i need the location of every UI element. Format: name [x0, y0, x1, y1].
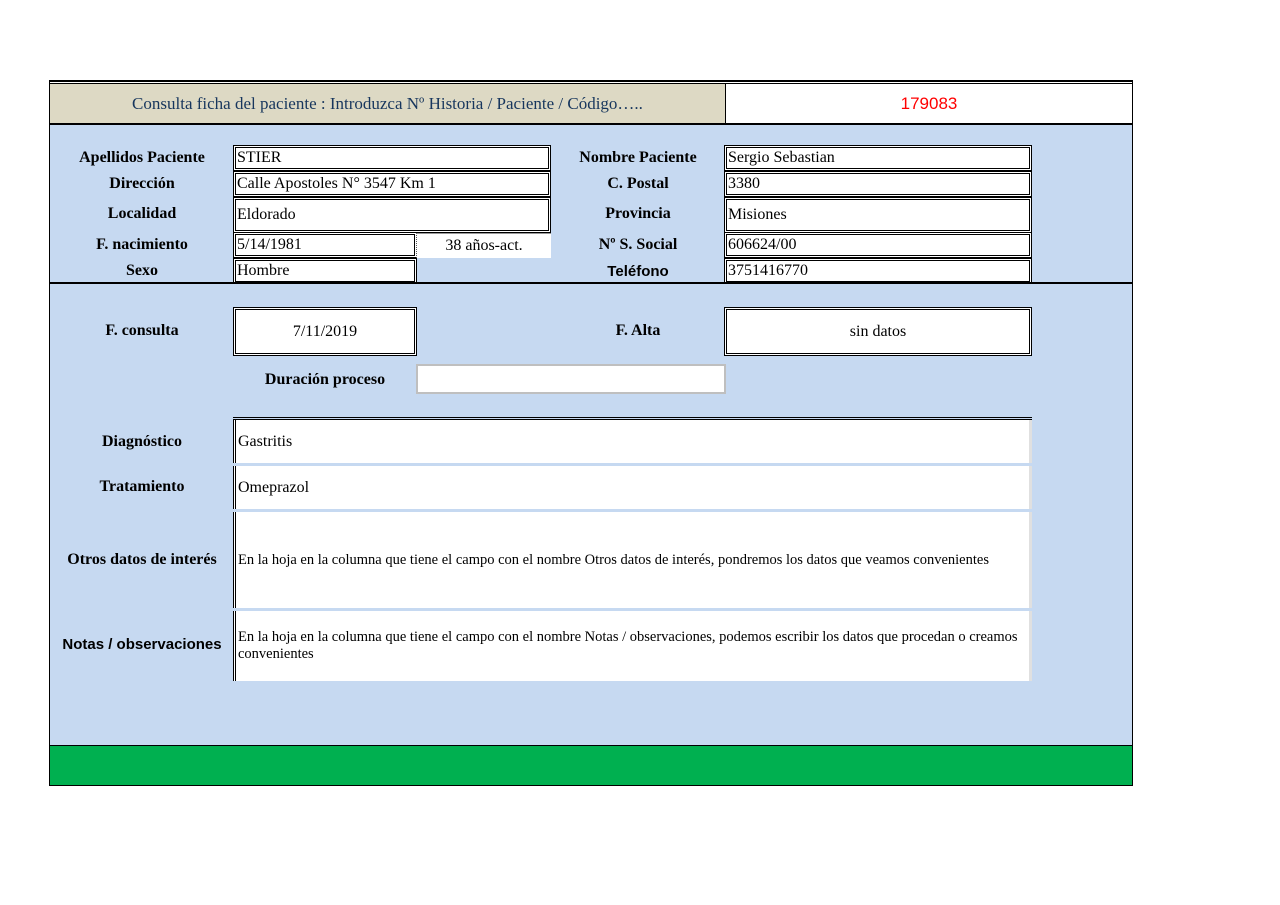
diagnostico-field[interactable]: Gastritis: [233, 420, 1032, 463]
falta-label: F. Alta: [615, 322, 661, 339]
nacimiento-field[interactable]: 5/14/1981: [233, 232, 417, 258]
nombre-field[interactable]: Sergio Sebastian: [724, 145, 1032, 171]
apellidos-label: Apellidos Paciente: [79, 149, 205, 166]
duracion-label: Duración proceso: [264, 371, 386, 388]
telefono-field[interactable]: 3751416770: [724, 258, 1032, 284]
nombre-label: Nombre Paciente: [579, 149, 697, 166]
apellidos-field[interactable]: STIER: [233, 145, 551, 171]
sexo-label: Sexo: [126, 262, 158, 279]
localidad-field[interactable]: Eldorado: [233, 197, 551, 233]
sexo-field[interactable]: Hombre: [233, 258, 417, 284]
footer-bar: [50, 745, 1132, 785]
provincia-field[interactable]: Misiones: [724, 197, 1032, 233]
fconsulta-label: F. consulta: [105, 322, 179, 339]
tratamiento-field[interactable]: Omeprazol: [233, 466, 1032, 509]
direccion-label: Dirección: [109, 175, 175, 192]
otros-field[interactable]: En la hoja en la columna que tiene el campo con el nombre Otros datos de interés, pondremos los datos que veamos convenientes: [233, 512, 1032, 608]
age-display: 38 años-act.: [416, 233, 551, 258]
header-row: [50, 81, 1132, 125]
nacimiento-label: F. nacimiento: [96, 236, 188, 253]
notas-field[interactable]: En la hoja en la columna que tiene el campo con el nombre Notas / observaciones, podemos escribir los datos que procedan o creamos convenientes: [233, 611, 1032, 681]
history-code-input[interactable]: 179083: [900, 93, 958, 113]
direccion-field[interactable]: Calle Apostoles N° 3547 Km 1: [233, 171, 551, 197]
telefono-label: Teléfono: [607, 263, 669, 280]
cpostal-label: C. Postal: [607, 175, 669, 192]
localidad-label: Localidad: [107, 205, 177, 222]
cpostal-field[interactable]: 3380: [724, 171, 1032, 197]
notas-label: Notas / observaciones: [62, 636, 222, 653]
section-divider: [50, 282, 1132, 284]
diagnostico-label: Diagnóstico: [102, 433, 182, 450]
tratamiento-label: Tratamiento: [99, 478, 185, 495]
falta-field[interactable]: sin datos: [724, 307, 1032, 356]
ssocial-field[interactable]: 606624/00: [724, 232, 1032, 258]
provincia-label: Provincia: [605, 205, 671, 222]
patient-record-sheet: [49, 80, 1133, 786]
duracion-field[interactable]: [416, 364, 726, 394]
page-title: Consulta ficha del paciente : Introduzca Nº Historia / Paciente / Código…..: [50, 84, 726, 123]
ssocial-label: Nº S. Social: [598, 236, 678, 253]
fconsulta-field[interactable]: 7/11/2019: [233, 307, 417, 356]
otros-label: Otros datos de interés: [67, 551, 217, 568]
